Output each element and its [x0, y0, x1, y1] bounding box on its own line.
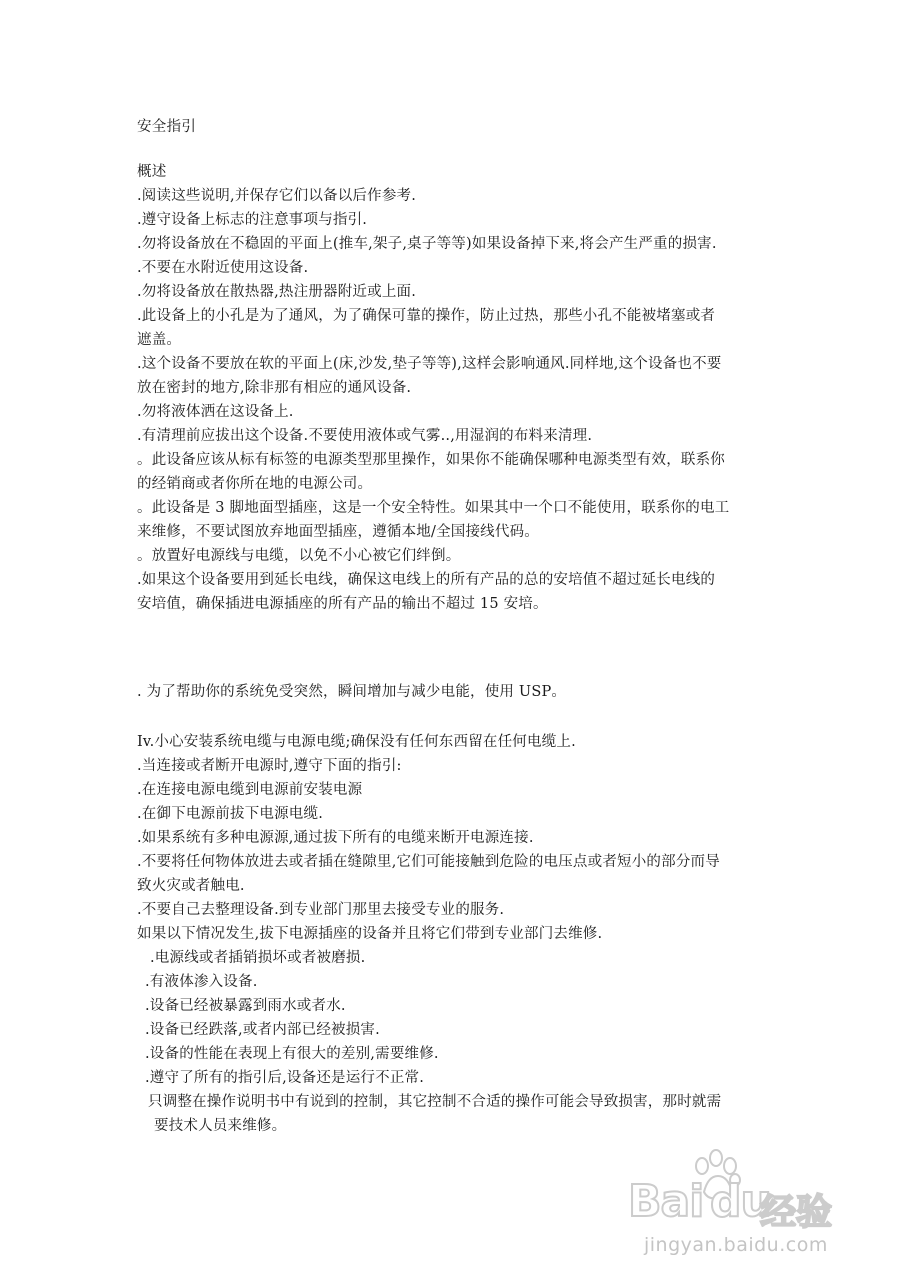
text-line: 遮盖。 [137, 332, 182, 348]
text-line: .勿将设备放在不稳固的平面上(推车,架子,桌子等等)如果设备掉下来,将会产生严重的损害. [137, 236, 717, 252]
text-line: 。此设备是 3 脚地面型插座，这是一个安全特性。如果其中一个口不能使用，联系你的电工 [137, 500, 730, 516]
text-line: .如果这个设备要用到延长电线，确保这电线上的所有产品的总的安培值不超过延长电线的 [137, 572, 716, 588]
text-line: 如果以下情况发生,拔下电源插座的设备并且将它们带到专业部门去维修. [137, 926, 603, 942]
watermark-url: jingyan.baidu.com [644, 1234, 828, 1256]
watermark-brand-du: du [710, 1176, 771, 1227]
text-line: . 为了帮助你的系统免受突然，瞬间增加与减少电能，使用 USP。 [137, 684, 567, 700]
text-line: .勿将设备放在散热器,热注册器附近或上面. [137, 284, 417, 300]
text-line: .不要自己去整理设备.到专业部门那里去接受专业的服务. [137, 902, 505, 918]
watermark-brand-cn: 经验 [760, 1192, 833, 1233]
text-line: 概述 [137, 164, 167, 180]
text-line: .在御下电源前拔下电源电缆. [137, 806, 324, 822]
text-line: .阅读这些说明,并保存它们以备以后作参考. [137, 188, 417, 204]
text-line: 放在密封的地方,除非那有相应的通风设备. [137, 380, 412, 396]
text-line: 致火灾或者触电. [137, 878, 245, 894]
text-line: 只调整在操作说明书中有说到的控制，其它控制不合适的操作可能会导致损害，那时就需 [148, 1094, 722, 1110]
text-line: 安培值，确保插进电源插座的所有产品的输出不超过 15 安培。 [137, 596, 548, 612]
text-line: 的经销商或者你所在地的电源公司。 [137, 476, 373, 492]
text-line: .勿将液体洒在这设备上. [137, 404, 294, 420]
text-line: .有清理前应拔出这个设备.不要使用液体或气雾..,用湿润的布料来清理. [137, 428, 593, 444]
text-line: 来维修，不要试图放弃地面型插座，遵循本地/全国接线代码。 [137, 524, 539, 540]
text-line: .设备已经跌落,或者内部已经被损害. [145, 1022, 380, 1038]
text-line: .设备的性能在表现上有很大的差别,需要维修. [145, 1046, 439, 1062]
text-line: .遵守设备上标志的注意事项与指引. [137, 212, 368, 228]
text-line: 要技术人员来维修。 [154, 1118, 287, 1134]
text-line: .当连接或者断开电源时,遵守下面的指引: [137, 758, 402, 774]
baidu-jingyan-watermark [628, 1148, 848, 1268]
text-line: .在连接电源电缆到电源前安装电源 [137, 782, 363, 798]
text-line: 。此设备应该从标有标签的电源类型那里操作，如果你不能确保哪种电源类型有效，联系你 [137, 452, 725, 468]
text-line: .电源线或者插销损坏或者被磨损. [150, 950, 366, 966]
text-line: .如果系统有多种电源源,通过拔下所有的电缆来断开电源连接. [137, 830, 534, 846]
text-line: 。放置好电源线与电缆，以免不小心被它们绊倒。 [137, 548, 461, 564]
text-line: Iv.小心安装系统电缆与电源电缆;确保没有任何东西留在任何电缆上. [137, 734, 576, 750]
text-line: .不要在水附近使用这设备. [137, 260, 309, 276]
text-line: .不要将任何物体放进去或者插在缝隙里,它们可能接触到危险的电压点或者短小的部分而导 [137, 854, 720, 870]
text-line: .设备已经被暴露到雨水或者水. [145, 998, 346, 1014]
text-line: .有液体渗入设备. [145, 974, 258, 990]
text-line: .遵守了所有的指引后,设备还是运行不正常. [145, 1070, 425, 1086]
text-line: .这个设备不要放在软的平面上(床,沙发,垫子等等),这样会影响通风.同样地,这个设备也不要 [137, 356, 722, 372]
text-line: .此设备上的小孔是为了通风，为了确保可靠的操作，防止过热，那些小孔不能被堵塞或者 [137, 308, 716, 324]
watermark-brand: Bai [628, 1176, 704, 1227]
document-title: 安全指引 [137, 119, 197, 135]
